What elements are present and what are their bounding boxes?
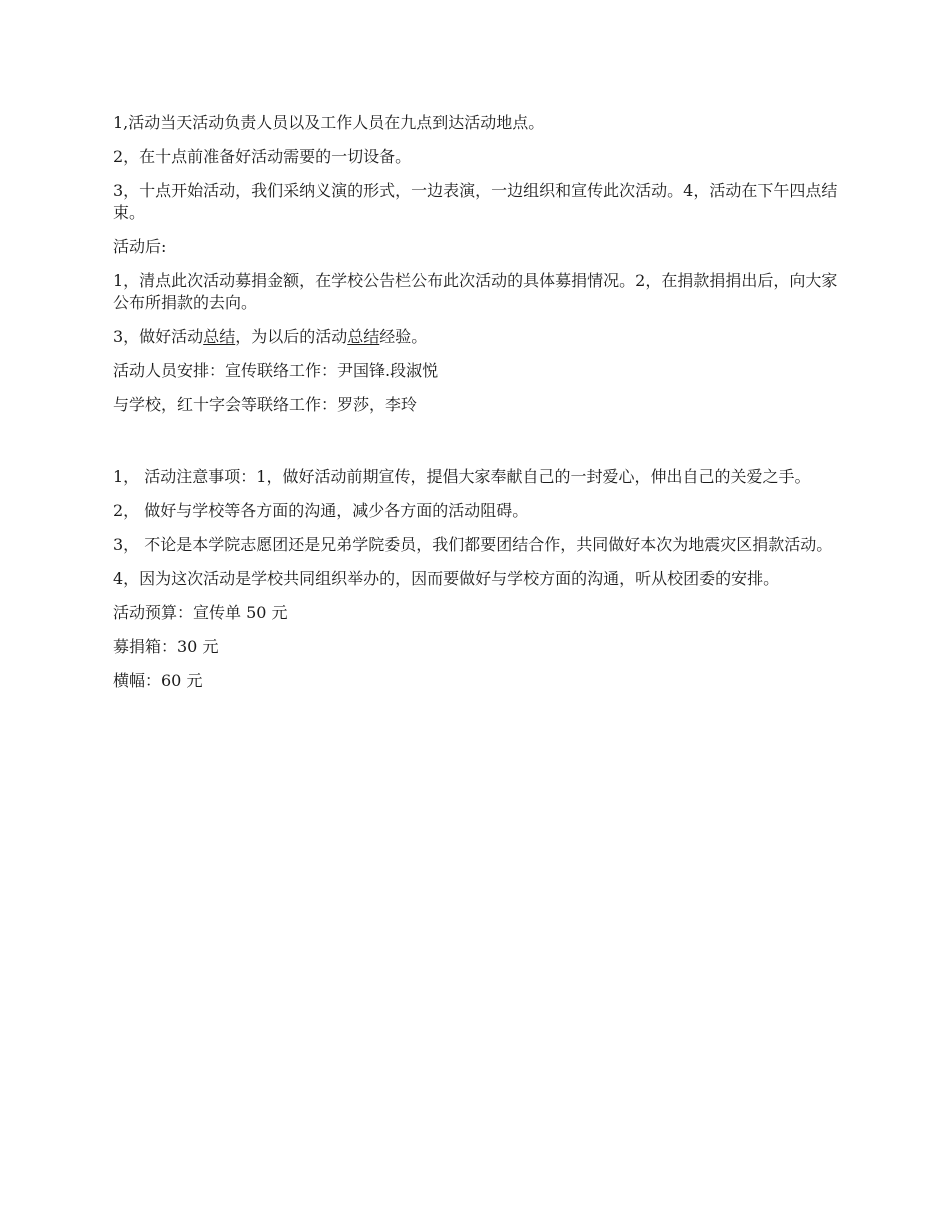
budget-donation-box: 募捐箱：30 元 (113, 637, 219, 656)
summary-text-part-2: ，为以后的活动 (235, 327, 348, 346)
paragraph-staff-publicity: 活动人员安排：宣传联络工作：尹国锋.段淑悦 (113, 361, 439, 380)
paragraph-notes-1: 1， 活动注意事项：1，做好活动前期宣传，提倡大家奉献自己的一封爱心，伸出自己的关爱之手。 (113, 467, 811, 486)
paragraph-equipment: 2，在十点前准备好活动需要的一切设备。 (113, 147, 412, 166)
paragraph-staff-liaison: 与学校，红十字会等联络工作：罗莎，李玲 (113, 395, 418, 414)
section-heading-after-event: 活动后: (113, 237, 167, 256)
summary-text-part-3: 经验。 (379, 327, 428, 346)
summary-text-part-1: 3，做好活动 (113, 327, 204, 346)
paragraph-start-end: 3，十点开始活动，我们采纳义演的形式，一边表演，一边组织和宣传此次活动。4，活动在下午四点结束。 (113, 181, 838, 222)
section-spacer (113, 428, 838, 466)
paragraph-notes-4: 4，因为这次活动是学校共同组织举办的，因而要做好与学校方面的沟通，听从校团委的安排。 (113, 569, 780, 588)
paragraph-arrival-time: 1,活动当天活动负责人员以及工作人员在九点到达活动地点。 (113, 113, 545, 132)
summary-link-1[interactable]: 总结 (203, 327, 236, 346)
budget-flyers: 活动预算：宣传单 50 元 (113, 603, 288, 622)
paragraph-summary (113, 326, 838, 348)
summary-link-2[interactable]: 总结 (347, 327, 380, 346)
document-body (113, 112, 838, 704)
paragraph-notes-2: 2， 做好与学校等各方面的沟通，减少各方面的活动阻碍。 (113, 501, 529, 520)
paragraph-count-donations: 1，清点此次活动募捐金额，在学校公告栏公布此次活动的具体募捐情况。2，在捐款捐捐出后，向大家公布所捐款的去向。 (113, 271, 838, 312)
budget-banner: 横幅：60 元 (113, 671, 203, 690)
paragraph-notes-3: 3， 不论是本学院志愿团还是兄弟学院委员，我们都要团结合作，共同做好本次为地震灾区捐款活动。 (113, 535, 833, 554)
